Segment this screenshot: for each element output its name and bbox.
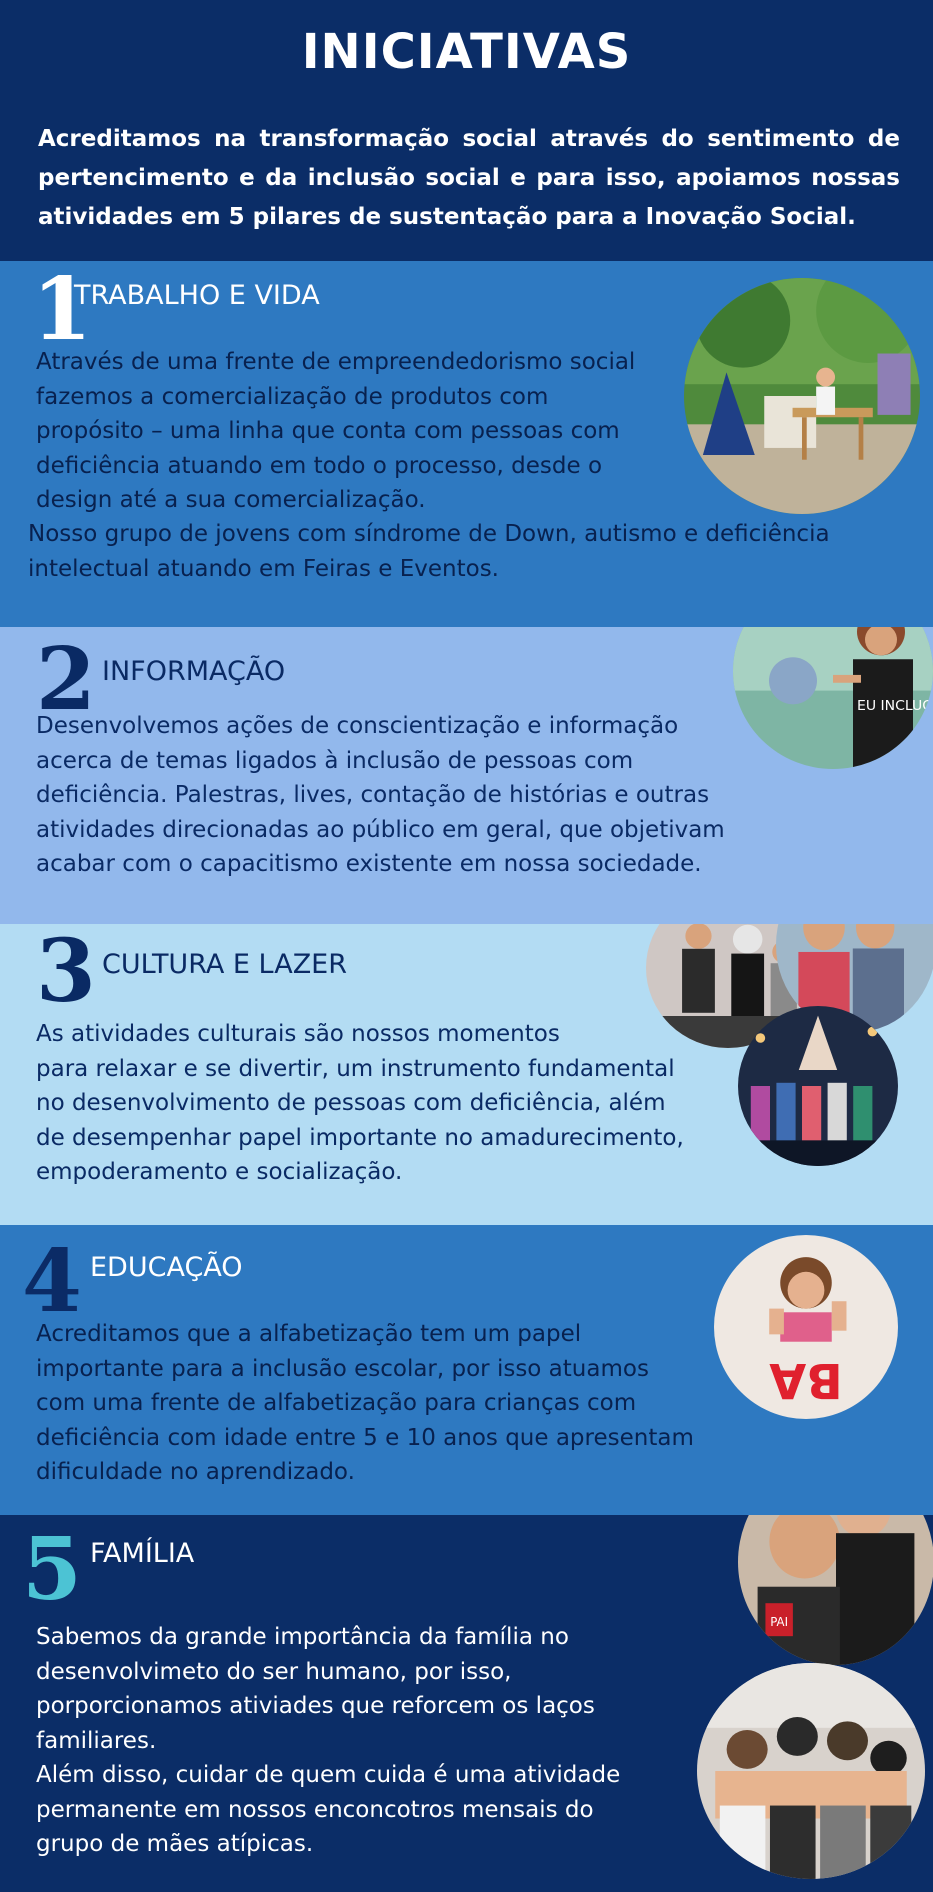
section-title: TRABALHO E VIDA xyxy=(74,280,320,311)
section-body: As atividades culturais são nossos momentos para relaxar e se divertir, um instrumento fundamental no desenvolvimento de pessoas com deficiência, além de desempenhar papel importante no amadurecimento, empoderamento e socialização. xyxy=(36,1021,684,1185)
section-body: Através de uma frente de empreendedorismo social fazemos a comercialização de produtos com propósito – uma linha que conta com pessoas com deficiência atuando em todo o processo, desde o design até a sua comercialização. xyxy=(36,349,636,513)
section-number: 3 xyxy=(36,924,96,1022)
box-text: PAI xyxy=(770,1614,789,1629)
shirt-text: EU INCLUO xyxy=(857,698,933,715)
section-trabalho-e-vida xyxy=(0,261,933,627)
section-title: CULTURA E LAZER xyxy=(102,949,348,980)
intro-text: Acreditamos na transformação social através do sentimento de pertencimento e da inclusão social e para isso, apoiamos nossas atividades em 5 pilares de sustentação para a Inovação Social. xyxy=(38,126,900,230)
section-familia xyxy=(0,1515,933,1892)
section-title: FAMÍLIA xyxy=(90,1538,195,1569)
section-informacao xyxy=(0,627,933,924)
section-number: 2 xyxy=(36,629,96,730)
section-body: Acreditamos que a alfabetização tem um papel importante para a inclusão escolar, por isso atuamos com uma frente de alfabetização para crianças com deficiência com idade entre 5 e 10 anos que apresentam dificuldade no aprendizado. xyxy=(36,1321,694,1485)
section-cultura-e-lazer xyxy=(0,924,933,1225)
section-body-extra: Nosso grupo de jovens com síndrome de Down, autismo e deficiência intelectual atuando em Feiras e Eventos. xyxy=(28,521,830,582)
literacy-photo xyxy=(714,1235,898,1419)
fair-stand-photo xyxy=(684,278,920,514)
section-title: INFORMAÇÃO xyxy=(102,656,286,687)
section-title: EDUCAÇÃO xyxy=(90,1252,243,1283)
section-number: 4 xyxy=(22,1231,82,1332)
section-body: Desenvolvemos ações de conscientização e informação acerca de temas ligados à inclusão de pessoas com deficiência. Palestras, lives, contação de histórias e outras atividades direcionadas ao público em geral, que objetivam acabar com o capacitismo existente em nossa sociedade. xyxy=(36,713,725,877)
section-body: Sabemos da grande importância da família no desenvolvimeto do ser humano, por isso, porporcionamos ativiades que reforcem os laços familiares. Além disso, cuidar de quem cuida é uma atividade permanente em nossos enconcotros mensais do grupo de mães atípicas. xyxy=(36,1624,621,1857)
page-title: INICIATIVAS xyxy=(301,24,632,80)
christmas-group-photo xyxy=(738,1006,898,1166)
header-section xyxy=(0,0,933,261)
group-hug-photo xyxy=(697,1663,925,1879)
section-educacao xyxy=(0,1225,933,1515)
letters-text: BA xyxy=(769,1351,843,1407)
family-hug-photo xyxy=(738,1515,933,1665)
section-number: 1 xyxy=(32,261,92,360)
section-number: 5 xyxy=(22,1519,82,1620)
